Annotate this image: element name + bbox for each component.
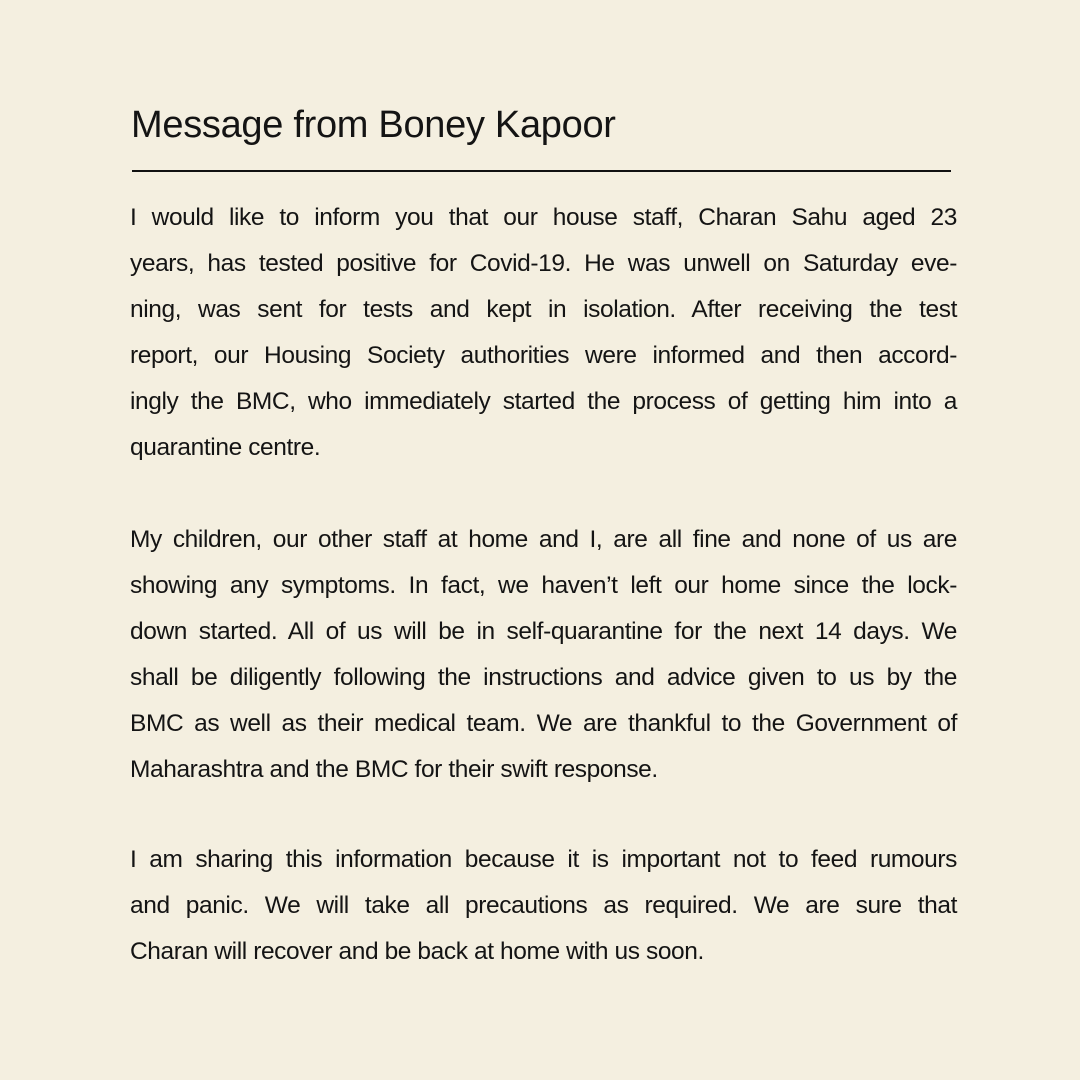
paragraph-2: [130, 517, 957, 793]
page-title: Message from Boney Kapoor: [131, 104, 616, 146]
text-line: ingly the BMC, who immediately started the process of getting him into a: [130, 388, 957, 415]
paragraph-3: [130, 837, 957, 975]
text-line: showing any symptoms. In fact, we haven’t left our home since the lock-: [130, 572, 957, 599]
text-line: quarantine centre.: [130, 434, 321, 461]
text-line: BMC as well as their medical team. We are thankful to the Government of: [130, 710, 957, 737]
text-line: My children, our other staff at home and I, are all fine and none of us are: [130, 526, 957, 553]
text-line: Charan will recover and be back at home with us soon.: [130, 938, 704, 965]
text-line: ning, was sent for tests and kept in isolation. After receiving the test: [130, 296, 957, 323]
text-line: Maharashtra and the BMC for their swift response.: [130, 756, 658, 783]
text-line: shall be diligently following the instructions and advice given to us by the: [130, 664, 957, 691]
text-line: I would like to inform you that our house staff, Charan Sahu aged 23: [130, 204, 957, 231]
text-line: years, has tested positive for Covid-19. He was unwell on Saturday eve-: [130, 250, 957, 277]
text-line: and panic. We will take all precautions as required. We are sure that: [130, 892, 957, 919]
paragraph-1: [130, 195, 957, 471]
text-line: down started. All of us will be in self-quarantine for the next 14 days. We: [130, 618, 957, 645]
title-divider: [132, 170, 951, 172]
text-line: I am sharing this information because it is important not to feed rumours: [130, 846, 957, 873]
text-line: report, our Housing Society authorities were informed and then accord-: [130, 342, 957, 369]
